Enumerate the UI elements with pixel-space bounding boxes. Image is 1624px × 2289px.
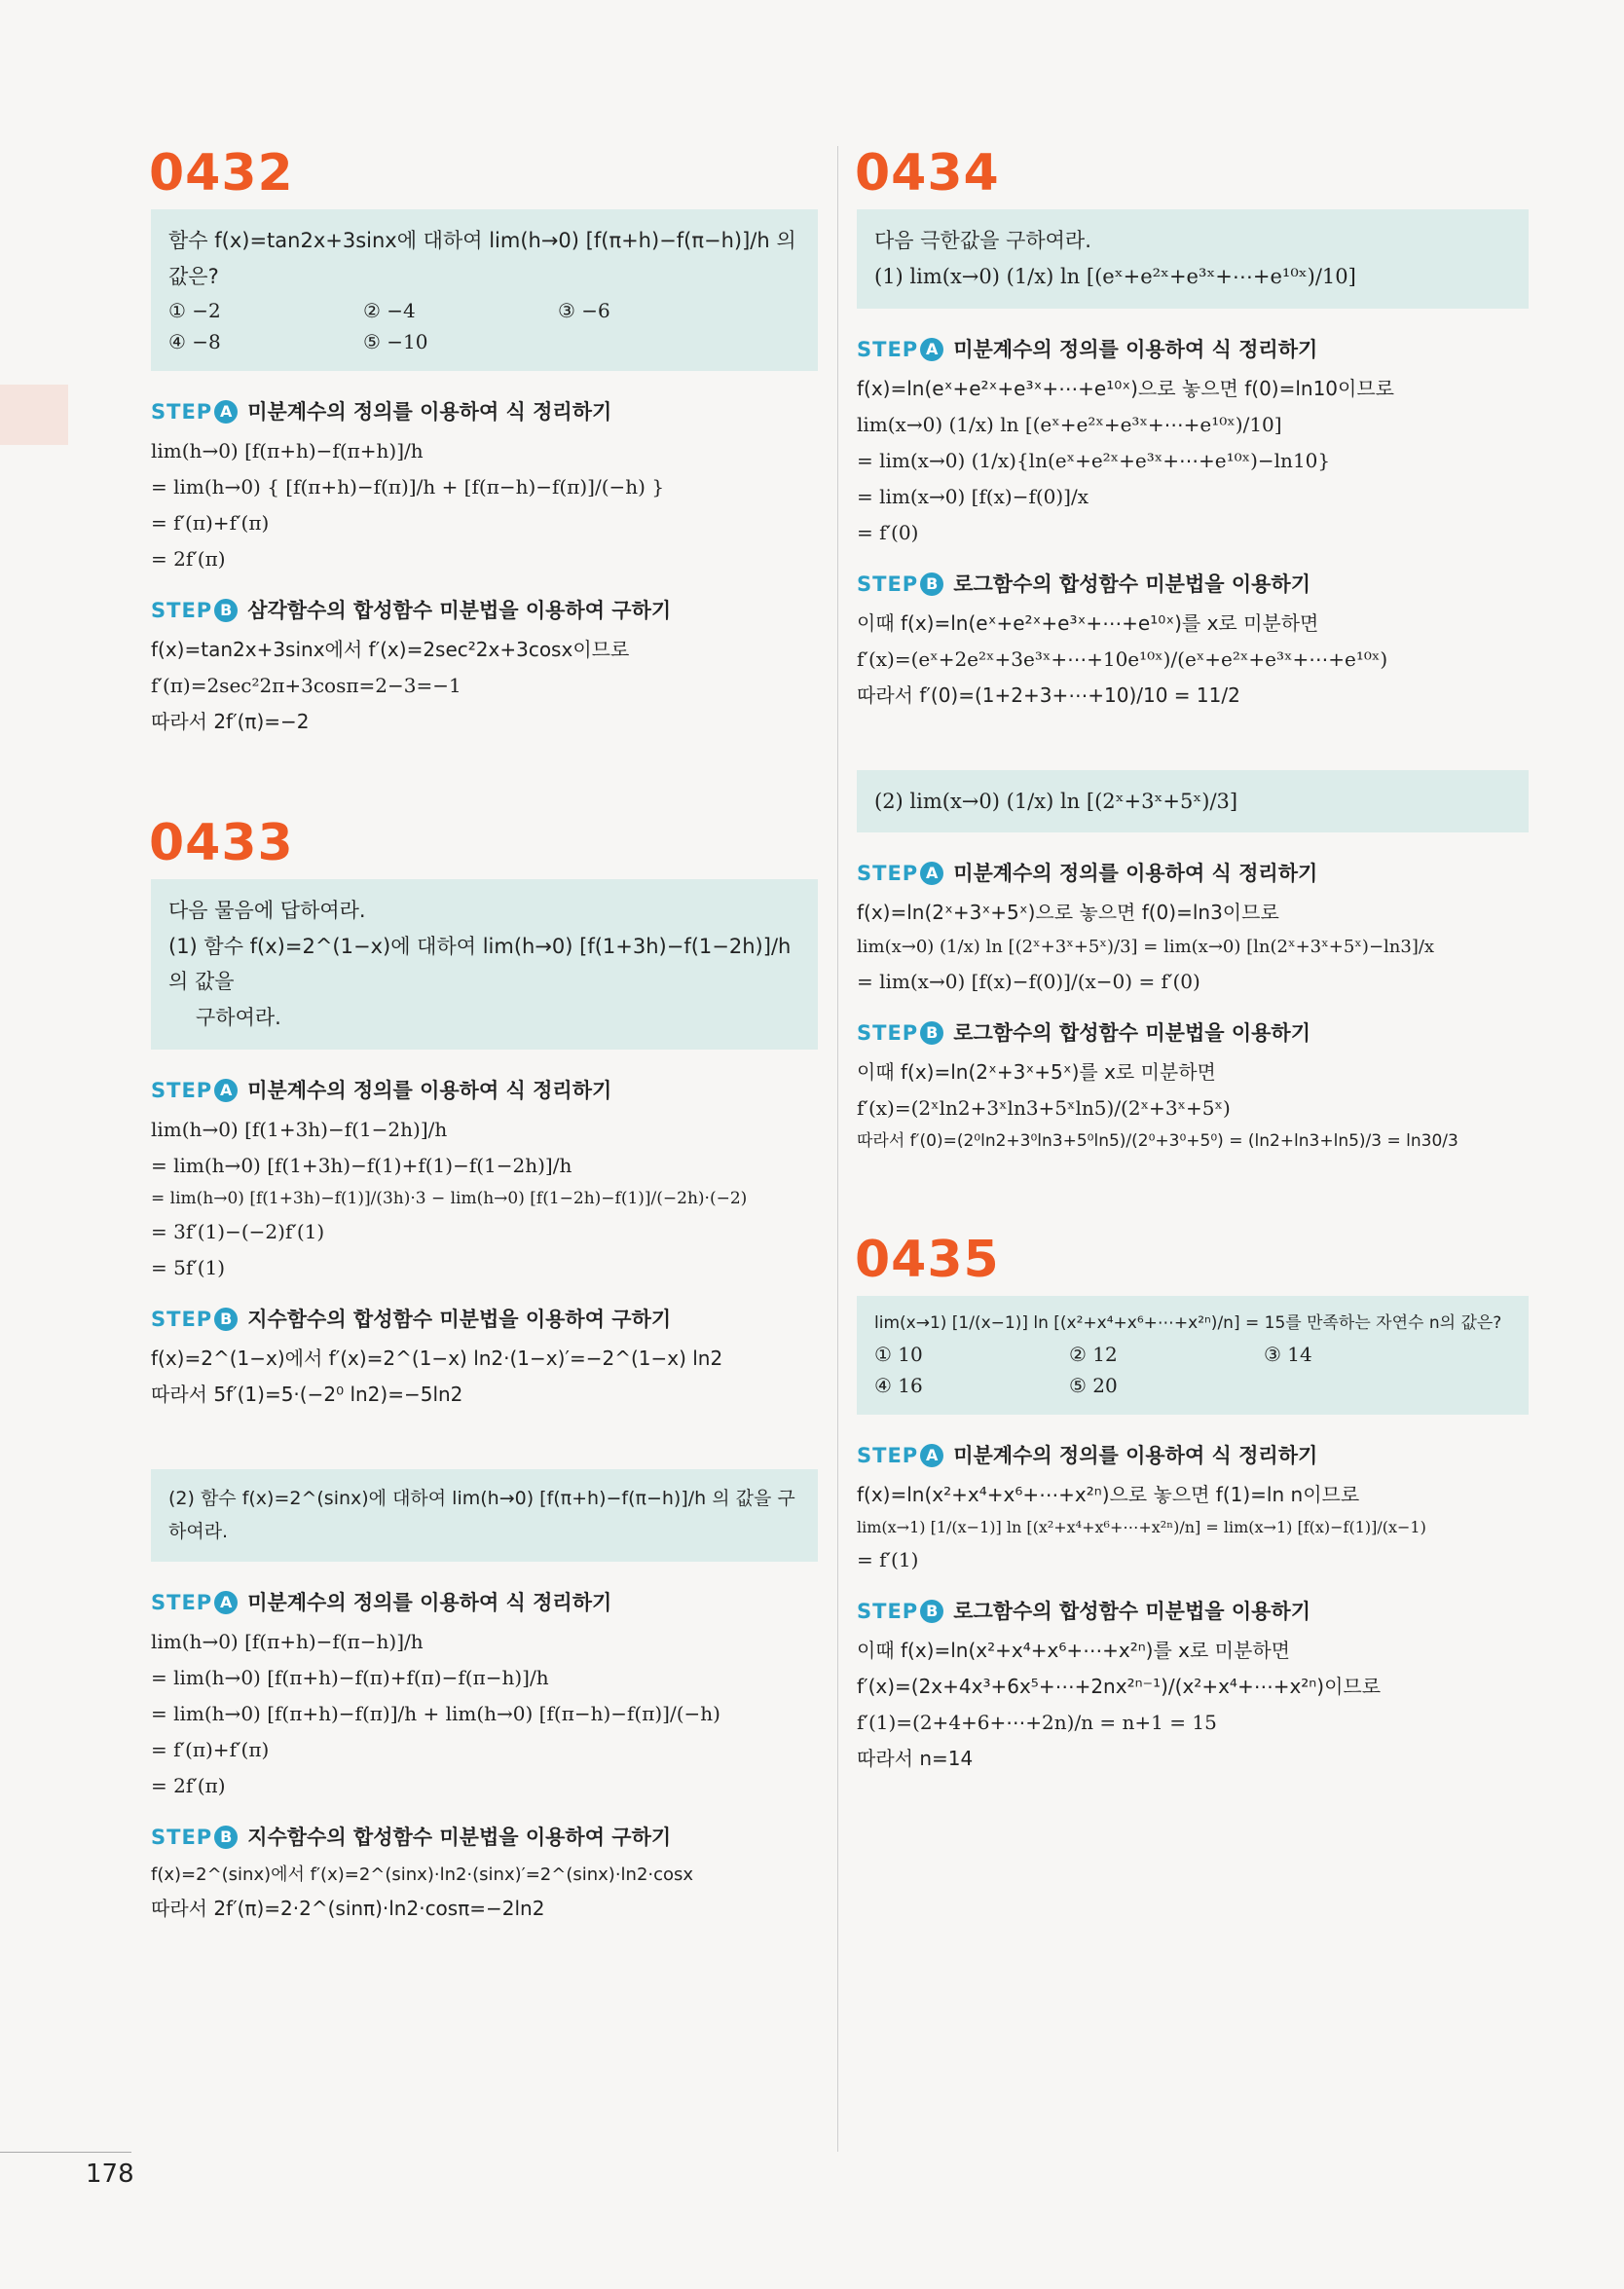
problem-0434 (857, 146, 1529, 1157)
step-a-badge: A (214, 1591, 238, 1614)
solution-line: 따라서 5f′(1)=5·(−2⁰ ln2)=−5ln2 (151, 1383, 463, 1407)
step-b-badge: B (920, 572, 943, 596)
solution-line: = lim(x→0) (1/x){ln(eˣ+e²ˣ+e³ˣ+⋯+e¹⁰ˣ)−ln10} (857, 448, 1331, 472)
solution-line: = 5f′(1) (151, 1256, 226, 1280)
step-b-heading: STEP B 지수함수의 합성함수 미분법을 이용하여 구하기 (151, 1308, 672, 1332)
question-text: (1) lim(x→0) (1/x) ln [(eˣ+e²ˣ+e³ˣ+⋯+e¹⁰ˣ)/10] (874, 264, 1356, 288)
step-a-badge: A (920, 862, 943, 885)
solution-line: f′(π)=2sec²2π+3cosπ=2−3=−1 (151, 673, 461, 697)
solution-line: 이때 f(x)=ln(eˣ+e²ˣ+e³ˣ+⋯+e¹⁰ˣ)를 x로 미분하면 (857, 610, 1319, 635)
problem-0433 (149, 813, 818, 1927)
question-intro: 다음 물음에 답하여라. (168, 898, 366, 922)
step-b-solution (857, 606, 1529, 714)
answer-choices (168, 295, 800, 357)
step-b-heading: STEP B 로그함수의 합성함수 미분법을 이용하기 (857, 1020, 1310, 1045)
solution-line: 따라서 n=14 (857, 1746, 974, 1770)
solution-line: = lim(h→0) { [f(π+h)−f(π)]/h + [f(π−h)−f(π)]/(−h) } (151, 474, 665, 498)
problem-number: 0432 (149, 144, 294, 203)
problem-number: 0433 (149, 813, 294, 872)
choice: ① 10 (874, 1343, 923, 1367)
solution-line: 이때 f(x)=ln(x²+x⁴+x⁶+⋯+x²ⁿ)를 x로 미분하면 (857, 1638, 1290, 1662)
step-a-badge: A (920, 1444, 943, 1467)
step-b-heading: STEP B 지수함수의 합성함수 미분법을 이용하여 구하기 (151, 1825, 672, 1849)
choice: ④ 16 (874, 1374, 923, 1398)
solution-line: 따라서 f′(0)=(2⁰ln2+3⁰ln3+5⁰ln5)/(2⁰+3⁰+5⁰) = (ln2+ln3+ln5)/3 = ln30/3 (857, 1130, 1458, 1151)
step-a-heading: STEP A 미분계수의 정의를 이용하여 식 정리하기 (151, 399, 612, 424)
step-b-solution (857, 1633, 1529, 1777)
solution-line: = lim(h→0) [f(1+3h)−f(1)]/(3h)·3 − lim(h→0) [f(1−2h)−f(1)]/(−2h)·(−2) (151, 1188, 748, 1208)
solution-line: 이때 f(x)=ln(2ˣ+3ˣ+5ˣ)를 x로 미분하면 (857, 1059, 1216, 1084)
step-a-heading: STEP A 미분계수의 정의를 이용하여 식 정리하기 (857, 1444, 1318, 1468)
solution-line: = lim(h→0) [f(1+3h)−f(1)+f(1)−f(1−2h)]/h (151, 1153, 572, 1177)
solution-line: f(x)=ln(x²+x⁴+x⁶+⋯+x²ⁿ)으로 놓으면 f(1)=ln n이므로 (857, 1483, 1360, 1507)
question-text: (2) lim(x→0) (1/x) ln [(2ˣ+3ˣ+5ˣ)/3] (874, 789, 1238, 813)
step-a-heading: STEP A 미분계수의 정의를 이용하여 식 정리하기 (151, 1590, 612, 1614)
question-box (151, 209, 818, 371)
solution-line: f(x)=ln(2ˣ+3ˣ+5ˣ)으로 놓으면 f(0)=ln3이므로 (857, 901, 1279, 925)
solution-line: f′(x)=(2ˣln2+3ˣln3+5ˣln5)/(2ˣ+3ˣ+5ˣ) (857, 1095, 1231, 1120)
choice: ② 12 (1069, 1343, 1118, 1367)
solution-line: 따라서 2f′(π)=−2 (151, 709, 310, 733)
problem-number: 0435 (855, 1231, 1000, 1290)
solution-line: f′(x)=(eˣ+2e²ˣ+3e³ˣ+⋯+10e¹⁰ˣ)/(eˣ+e²ˣ+e³ˣ+⋯+e¹⁰ˣ) (857, 646, 1388, 671)
step-a-solution (151, 433, 818, 577)
solution-line: lim(x→0) (1/x) ln [(2ˣ+3ˣ+5ˣ)/3] = lim(x→0) [ln(2ˣ+3ˣ+5ˣ)−ln3]/x (857, 937, 1435, 958)
solution-line: = lim(h→0) [f(π+h)−f(π)]/h + lim(h→0) [f(π−h)−f(π)]/(−h) (151, 1701, 720, 1725)
step-b-heading: STEP B 삼각함수의 합성함수 미분법을 이용하여 구하기 (151, 598, 672, 622)
right-column (857, 146, 1529, 1794)
step-a-solution (857, 895, 1529, 999)
solution-line: f′(1)=(2+4+6+⋯+2n)/n = n+1 = 15 (857, 1710, 1217, 1734)
choice: ⑤ 20 (1069, 1374, 1118, 1398)
choice: ③ −6 (558, 298, 610, 322)
choice: ① −2 (168, 298, 221, 322)
question-box (151, 879, 818, 1050)
step-a-solution (857, 371, 1529, 551)
solution-line: f(x)=tan2x+3sinx에서 f′(x)=2sec²2x+3cosx이므로 (151, 637, 630, 661)
step-a-solution (151, 1112, 818, 1286)
solution-line: f′(x)=(2x+4x³+6x⁵+⋯+2nx²ⁿ⁻¹)/(x²+x⁴+⋯+x²ⁿ)이므로 (857, 1674, 1382, 1698)
solution-line: lim(h→0) [f(π+h)−f(π−h)]/h (151, 1629, 424, 1653)
solution-line: = f′(1) (857, 1547, 919, 1571)
solution-line: = 3f′(1)−(−2)f′(1) (151, 1220, 325, 1244)
solution-line: f(x)=ln(eˣ+e²ˣ+e³ˣ+⋯+e¹⁰ˣ)으로 놓으면 f(0)=ln10이므로 (857, 376, 1394, 400)
solution-line: f(x)=2^(1−x)에서 f′(x)=2^(1−x) ln2·(1−x)′=−2^(1−x) ln2 (151, 1347, 723, 1371)
step-b-heading: STEP B 로그함수의 합성함수 미분법을 이용하기 (857, 572, 1310, 596)
step-a-badge: A (920, 338, 943, 361)
solution-line: lim(h→0) [f(π+h)−f(π+h)]/h (151, 438, 424, 462)
solution-line: = f′(0) (857, 520, 919, 544)
question-box-2 (857, 770, 1529, 833)
question-text: (1) 함수 f(x)=2^(1−x)에 대하여 lim(h→0) [f(1+3h)−f(1−2h)]/h 의 값을 (168, 934, 792, 994)
step-b-solution (151, 1341, 818, 1413)
choice: ⑤ −10 (363, 329, 428, 353)
question-text: 함수 f(x)=tan2x+3sinx에 대하여 lim(h→0) [f(π+h)−f(π−h)]/h 의 값은? (168, 229, 796, 288)
solution-line: = lim(x→0) [f(x)−f(0)]/x (857, 484, 1089, 508)
solution-line: lim(x→1) [1/(x−1)] ln [(x²+x⁴+x⁶+⋯+x²ⁿ)/n] = lim(x→1) [f(x)−f(1)]/(x−1) (857, 1518, 1426, 1537)
step-b-solution (151, 632, 818, 740)
step-a-solution (857, 1477, 1529, 1578)
step-b-badge: B (920, 1021, 943, 1045)
page-number-rule (0, 2152, 131, 2153)
step-b-badge: B (214, 1308, 238, 1331)
solution-line: = lim(x→0) [f(x)−f(0)]/(x−0) = f′(0) (857, 969, 1200, 993)
answer-choices (874, 1339, 1511, 1401)
step-a-heading: STEP A 미분계수의 정의를 이용하여 식 정리하기 (857, 862, 1318, 886)
solution-line: 따라서 f′(0)=(1+2+3+⋯+10)/10 = 11/2 (857, 683, 1240, 707)
question-box-2 (151, 1469, 818, 1562)
step-a-heading: STEP A 미분계수의 정의를 이용하여 식 정리하기 (857, 337, 1318, 361)
question-intro: 다음 극한값을 구하여라. (874, 229, 1091, 253)
step-a-badge: A (214, 1079, 238, 1102)
step-b-badge: B (214, 599, 238, 622)
question-box (857, 209, 1529, 309)
step-b-badge: B (920, 1600, 943, 1623)
step-b-heading: STEP B 로그함수의 합성함수 미분법을 이용하기 (857, 1599, 1310, 1623)
choice: ③ 14 (1264, 1343, 1312, 1367)
step-b-solution (857, 1054, 1529, 1157)
step-b-solution (151, 1859, 818, 1927)
solution-line: = f′(π)+f′(π) (151, 1737, 270, 1761)
page-number: 178 (86, 2160, 134, 2189)
step-a-solution (151, 1624, 818, 1804)
solution-line: = 2f′(π) (151, 1773, 226, 1797)
question-text-cont: 구하여라. (196, 1006, 281, 1030)
solution-line: lim(x→0) (1/x) ln [(eˣ+e²ˣ+e³ˣ+⋯+e¹⁰ˣ)/10] (857, 412, 1282, 436)
edge-tab-decoration (0, 385, 68, 445)
question-text: (2) 함수 f(x)=2^(sinx)에 대하여 lim(h→0) [f(π+h)−f(π−h)]/h 의 값을 구하여라. (168, 1488, 795, 1542)
problem-0432 (151, 146, 818, 740)
solution-line: = 2f′(π) (151, 546, 226, 571)
question-text: lim(x→1) [1/(x−1)] ln [(x²+x⁴+x⁶+⋯+x²ⁿ)/n] = 15를 만족하는 자연수 n의 값은? (874, 1313, 1502, 1334)
solution-line: lim(h→0) [f(1+3h)−f(1−2h)]/h (151, 1117, 448, 1141)
problem-number: 0434 (855, 144, 1000, 203)
solution-line: = f′(π)+f′(π) (151, 510, 270, 535)
step-a-heading: STEP A 미분계수의 정의를 이용하여 식 정리하기 (151, 1078, 612, 1102)
step-a-badge: A (214, 400, 238, 424)
choice: ② −4 (363, 298, 416, 322)
left-column (151, 146, 818, 1944)
solution-line: = lim(h→0) [f(π+h)−f(π)+f(π)−f(π−h)]/h (151, 1665, 549, 1689)
solution-line: f(x)=2^(sinx)에서 f′(x)=2^(sinx)·ln2·(sinx)′=2^(sinx)·ln2·cosx (151, 1864, 694, 1885)
question-box (857, 1296, 1529, 1415)
solution-line: 따라서 2f′(π)=2·2^(sinπ)·ln2·cosπ=−2ln2 (151, 1897, 545, 1921)
column-divider (837, 146, 838, 2152)
step-b-badge: B (214, 1826, 238, 1849)
problem-0435 (857, 1233, 1529, 1777)
choice: ④ −8 (168, 329, 221, 353)
